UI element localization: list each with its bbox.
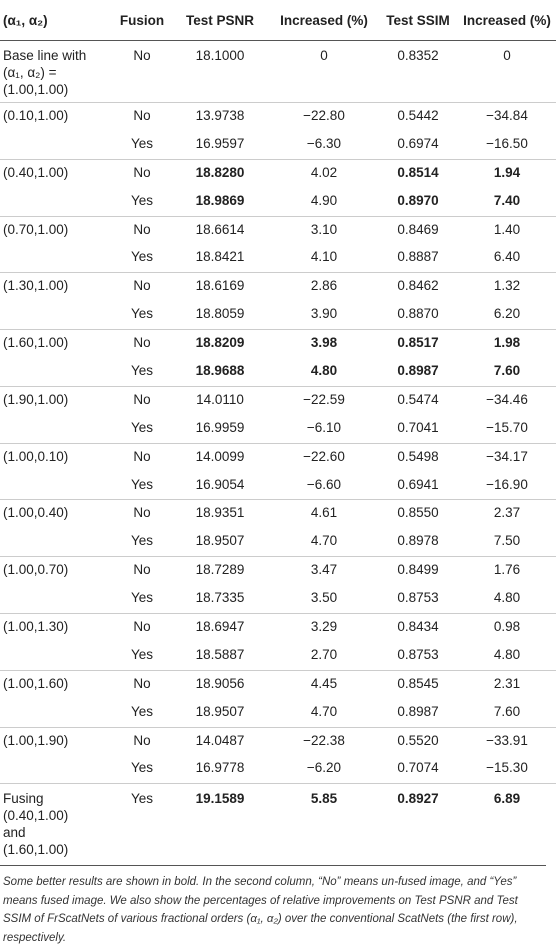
cell-ssim: 0.5498 xyxy=(378,443,458,471)
header-test-psnr: Test PSNR xyxy=(170,0,270,41)
cell-inc-psnr: 2.86 xyxy=(270,273,378,301)
cell-psnr: 18.9056 xyxy=(170,670,270,698)
row-config xyxy=(0,472,114,500)
cell-psnr: 18.8209 xyxy=(170,330,270,358)
row-config: (0.10,1.00) xyxy=(0,103,114,131)
row-config: (1.00,0.40) xyxy=(0,500,114,528)
cell-inc-psnr: 3.29 xyxy=(270,614,378,642)
cell-inc-psnr: 4.61 xyxy=(270,500,378,528)
cell-psnr: 18.7335 xyxy=(195,590,245,606)
cell-psnr: 16.9054 xyxy=(195,476,245,492)
cell-inc-ssim: 2.31 xyxy=(458,670,556,698)
cell-psnr: 18.9351 xyxy=(170,500,270,528)
cell-fusion: Yes xyxy=(130,419,154,435)
cell-inc-ssim: 7.60 xyxy=(493,703,521,719)
table-row xyxy=(0,557,556,585)
cell-ssim: 0.8753 xyxy=(397,590,439,606)
cell-ssim: 0.8753 xyxy=(397,646,439,662)
cell-inc-psnr: 3.90 xyxy=(310,306,338,322)
row-config xyxy=(0,699,114,727)
fusing-row xyxy=(0,784,556,863)
cell-psnr: 18.9507 xyxy=(195,703,245,719)
cell-inc-psnr: 4.80 xyxy=(310,363,338,379)
cell-psnr: 16.9778 xyxy=(195,760,245,776)
cell-psnr: 14.0110 xyxy=(170,386,270,414)
row-config: (1.90,1.00) xyxy=(0,386,114,414)
cell-ssim: 0.6941 xyxy=(397,476,439,492)
cell-inc-ssim: −16.90 xyxy=(486,476,528,492)
table-row xyxy=(0,131,556,159)
row-config: (1.00,1.30) xyxy=(0,614,114,642)
cell-fusion: No xyxy=(114,386,170,414)
cell-fusion: Yes xyxy=(130,363,154,379)
row-config xyxy=(0,585,114,613)
cell-ssim: 0.8978 xyxy=(397,533,439,549)
cell-psnr: 16.9597 xyxy=(195,135,245,151)
table-row xyxy=(0,159,556,187)
cell-fusion: No xyxy=(114,273,170,301)
cell-inc-ssim: −16.50 xyxy=(486,135,528,151)
cell-inc-psnr: 3.50 xyxy=(310,590,338,606)
fusing-config-line2: (0.40,1.00) xyxy=(3,808,69,824)
baseline-ssim: 0.8352 xyxy=(397,48,439,63)
cell-fusion: No xyxy=(114,727,170,755)
table-row xyxy=(0,216,556,244)
cell-inc-psnr: 4.02 xyxy=(270,159,378,187)
fusing-config-line1: Fusing xyxy=(3,791,44,807)
cell-inc-psnr: 3.47 xyxy=(270,557,378,585)
fusing-config xyxy=(0,784,114,863)
baseline-config xyxy=(0,41,114,103)
cell-fusion: Yes xyxy=(130,249,154,265)
table-row xyxy=(0,727,556,755)
cell-ssim: 0.6974 xyxy=(397,135,439,151)
table-row xyxy=(0,585,556,613)
table-row xyxy=(0,443,556,471)
header-test-ssim: Test SSIM xyxy=(378,0,458,41)
cell-fusion: No xyxy=(114,500,170,528)
fusing-fusion: Yes xyxy=(114,784,170,863)
row-config: (1.60,1.00) xyxy=(0,330,114,358)
cell-inc-psnr: −22.60 xyxy=(270,443,378,471)
cell-fusion: No xyxy=(114,159,170,187)
cell-psnr: 18.9688 xyxy=(195,363,245,379)
cell-inc-psnr: −6.60 xyxy=(306,476,342,492)
row-config: (1.30,1.00) xyxy=(0,273,114,301)
cell-ssim: 0.8469 xyxy=(378,216,458,244)
baseline-config-line1: Base line with xyxy=(3,48,87,63)
cell-fusion: Yes xyxy=(130,306,154,322)
cell-inc-psnr: 4.45 xyxy=(270,670,378,698)
baseline-psnr: 18.1000 xyxy=(195,48,245,63)
cell-inc-psnr: −6.10 xyxy=(306,419,342,435)
table-row xyxy=(0,301,556,329)
cell-inc-ssim: 6.40 xyxy=(493,249,521,265)
cell-psnr: 18.9869 xyxy=(195,192,245,208)
cell-ssim: 0.8514 xyxy=(378,159,458,187)
row-config xyxy=(0,528,114,556)
cell-ssim: 0.5442 xyxy=(378,103,458,131)
cell-ssim: 0.8987 xyxy=(397,363,439,379)
fusing-psnr: 19.1589 xyxy=(170,784,270,863)
table-row xyxy=(0,755,556,783)
table-row xyxy=(0,528,556,556)
cell-psnr: 18.5887 xyxy=(195,646,245,662)
cell-fusion: No xyxy=(114,103,170,131)
table-row xyxy=(0,699,556,727)
table-footnote: Some better results are shown in bold. In the second column, “No” means un-fused image, and “Yes” means fused image. We also show the percentages of relative improvements on Test PSNR and Test SSIM of FrScatNets of various fractional orders (α₁, α₂) over the conventional ScatNets (the first row), respectively. xyxy=(0,865,546,947)
cell-fusion: Yes xyxy=(130,646,154,662)
table-row xyxy=(0,386,556,414)
cell-inc-psnr: −6.20 xyxy=(306,760,342,776)
cell-psnr: 18.6947 xyxy=(170,614,270,642)
cell-inc-psnr: 4.10 xyxy=(310,249,338,265)
cell-inc-ssim: 4.80 xyxy=(493,646,521,662)
table-row xyxy=(0,103,556,131)
cell-ssim: 0.8887 xyxy=(397,249,439,265)
cell-fusion: Yes xyxy=(130,533,154,549)
cell-inc-ssim: 7.50 xyxy=(493,533,521,549)
cell-ssim: 0.8545 xyxy=(378,670,458,698)
table-row xyxy=(0,273,556,301)
cell-psnr: 18.7289 xyxy=(170,557,270,585)
header-config: (α₁, α₂) xyxy=(0,0,114,41)
cell-ssim: 0.8462 xyxy=(378,273,458,301)
baseline-row xyxy=(0,41,556,103)
cell-inc-psnr: −22.59 xyxy=(270,386,378,414)
cell-ssim: 0.8517 xyxy=(378,330,458,358)
cell-inc-psnr: −22.80 xyxy=(270,103,378,131)
cell-ssim: 0.8499 xyxy=(378,557,458,585)
cell-psnr: 18.6169 xyxy=(170,273,270,301)
table-row xyxy=(0,358,556,386)
cell-ssim: 0.5474 xyxy=(378,386,458,414)
cell-inc-ssim: −34.46 xyxy=(458,386,556,414)
cell-inc-ssim: 6.20 xyxy=(493,306,521,322)
row-config xyxy=(0,244,114,272)
cell-ssim: 0.8970 xyxy=(397,192,439,208)
fusing-config-line4: (1.60,1.00) xyxy=(3,842,69,858)
header-increased-psnr: Increased (%) xyxy=(270,0,378,41)
baseline-inc-psnr: 0 xyxy=(320,48,328,63)
cell-fusion: No xyxy=(114,443,170,471)
row-config: (1.00,0.10) xyxy=(0,443,114,471)
row-config xyxy=(0,301,114,329)
cell-inc-psnr: 3.10 xyxy=(270,216,378,244)
cell-inc-ssim: 2.37 xyxy=(458,500,556,528)
cell-psnr: 18.9507 xyxy=(195,533,245,549)
cell-inc-psnr: 4.90 xyxy=(310,192,338,208)
row-config xyxy=(0,642,114,670)
cell-inc-ssim: 1.32 xyxy=(458,273,556,301)
cell-fusion: Yes xyxy=(130,192,154,208)
groups-body xyxy=(0,103,556,784)
header-row xyxy=(0,0,556,41)
cell-inc-ssim: 1.40 xyxy=(458,216,556,244)
cell-fusion: No xyxy=(114,614,170,642)
fusing-ssim: 0.8927 xyxy=(378,784,458,863)
header-fusion: Fusion xyxy=(114,0,170,41)
table-row xyxy=(0,244,556,272)
table-row xyxy=(0,670,556,698)
cell-psnr: 14.0099 xyxy=(170,443,270,471)
cell-inc-psnr: 2.70 xyxy=(310,646,338,662)
cell-inc-ssim: 1.98 xyxy=(458,330,556,358)
cell-fusion: Yes xyxy=(130,135,154,151)
cell-fusion: Yes xyxy=(130,476,154,492)
cell-fusion: No xyxy=(114,670,170,698)
row-config xyxy=(0,415,114,443)
fusing-inc-psnr: 5.85 xyxy=(270,784,378,863)
cell-inc-ssim: 4.80 xyxy=(493,590,521,606)
row-config: (0.40,1.00) xyxy=(0,159,114,187)
cell-fusion: Yes xyxy=(130,590,154,606)
row-config: (1.00,1.90) xyxy=(0,727,114,755)
cell-inc-ssim: 0.98 xyxy=(458,614,556,642)
baseline-config-line2: (α₁, α₂) = xyxy=(3,65,57,80)
baseline-config-line3: (1.00,1.00) xyxy=(3,82,69,97)
table-row xyxy=(0,642,556,670)
fusing-inc-ssim: 6.89 xyxy=(458,784,556,863)
cell-inc-psnr: −22.38 xyxy=(270,727,378,755)
cell-psnr: 18.6614 xyxy=(170,216,270,244)
cell-inc-ssim: −33.91 xyxy=(458,727,556,755)
cell-fusion: No xyxy=(114,330,170,358)
cell-fusion: Yes xyxy=(130,760,154,776)
cell-psnr: 14.0487 xyxy=(170,727,270,755)
cell-ssim: 0.8870 xyxy=(397,306,439,322)
cell-ssim: 0.5520 xyxy=(378,727,458,755)
row-config xyxy=(0,755,114,783)
row-config: (1.00,1.60) xyxy=(0,670,114,698)
table-row xyxy=(0,500,556,528)
cell-inc-ssim: 7.40 xyxy=(493,192,521,208)
cell-fusion: No xyxy=(114,216,170,244)
cell-fusion: No xyxy=(114,557,170,585)
cell-fusion: Yes xyxy=(130,703,154,719)
cell-psnr: 16.9959 xyxy=(195,419,245,435)
table-row xyxy=(0,188,556,216)
cell-inc-ssim: −34.84 xyxy=(458,103,556,131)
cell-inc-ssim: 1.94 xyxy=(458,159,556,187)
row-config: (0.70,1.00) xyxy=(0,216,114,244)
cell-inc-ssim: 1.76 xyxy=(458,557,556,585)
cell-inc-psnr: 3.98 xyxy=(270,330,378,358)
cell-ssim: 0.8550 xyxy=(378,500,458,528)
cell-psnr: 13.9738 xyxy=(170,103,270,131)
baseline-fusion: No xyxy=(133,48,151,63)
cell-ssim: 0.7041 xyxy=(397,419,439,435)
cell-psnr: 18.8280 xyxy=(170,159,270,187)
cell-inc-ssim: −15.70 xyxy=(486,419,528,435)
cell-psnr: 18.8421 xyxy=(195,249,245,265)
table-row xyxy=(0,472,556,500)
row-config xyxy=(0,188,114,216)
cell-inc-psnr: −6.30 xyxy=(306,135,342,151)
cell-ssim: 0.8434 xyxy=(378,614,458,642)
cell-inc-ssim: −15.30 xyxy=(486,760,528,776)
cell-ssim: 0.8987 xyxy=(397,703,439,719)
cell-psnr: 18.8059 xyxy=(195,306,245,322)
cell-inc-ssim: −34.17 xyxy=(458,443,556,471)
row-config: (1.00,0.70) xyxy=(0,557,114,585)
table-row xyxy=(0,614,556,642)
table-row xyxy=(0,330,556,358)
header-increased-ssim: Increased (%) xyxy=(458,0,556,41)
fusing-config-line3: and xyxy=(3,825,26,841)
cell-inc-ssim: 7.60 xyxy=(493,363,521,379)
cell-ssim: 0.7074 xyxy=(397,760,439,776)
table-row xyxy=(0,415,556,443)
row-config xyxy=(0,131,114,159)
baseline-inc-ssim: 0 xyxy=(503,48,511,63)
cell-inc-psnr: 4.70 xyxy=(310,533,338,549)
row-config xyxy=(0,358,114,386)
cell-inc-psnr: 4.70 xyxy=(310,703,338,719)
